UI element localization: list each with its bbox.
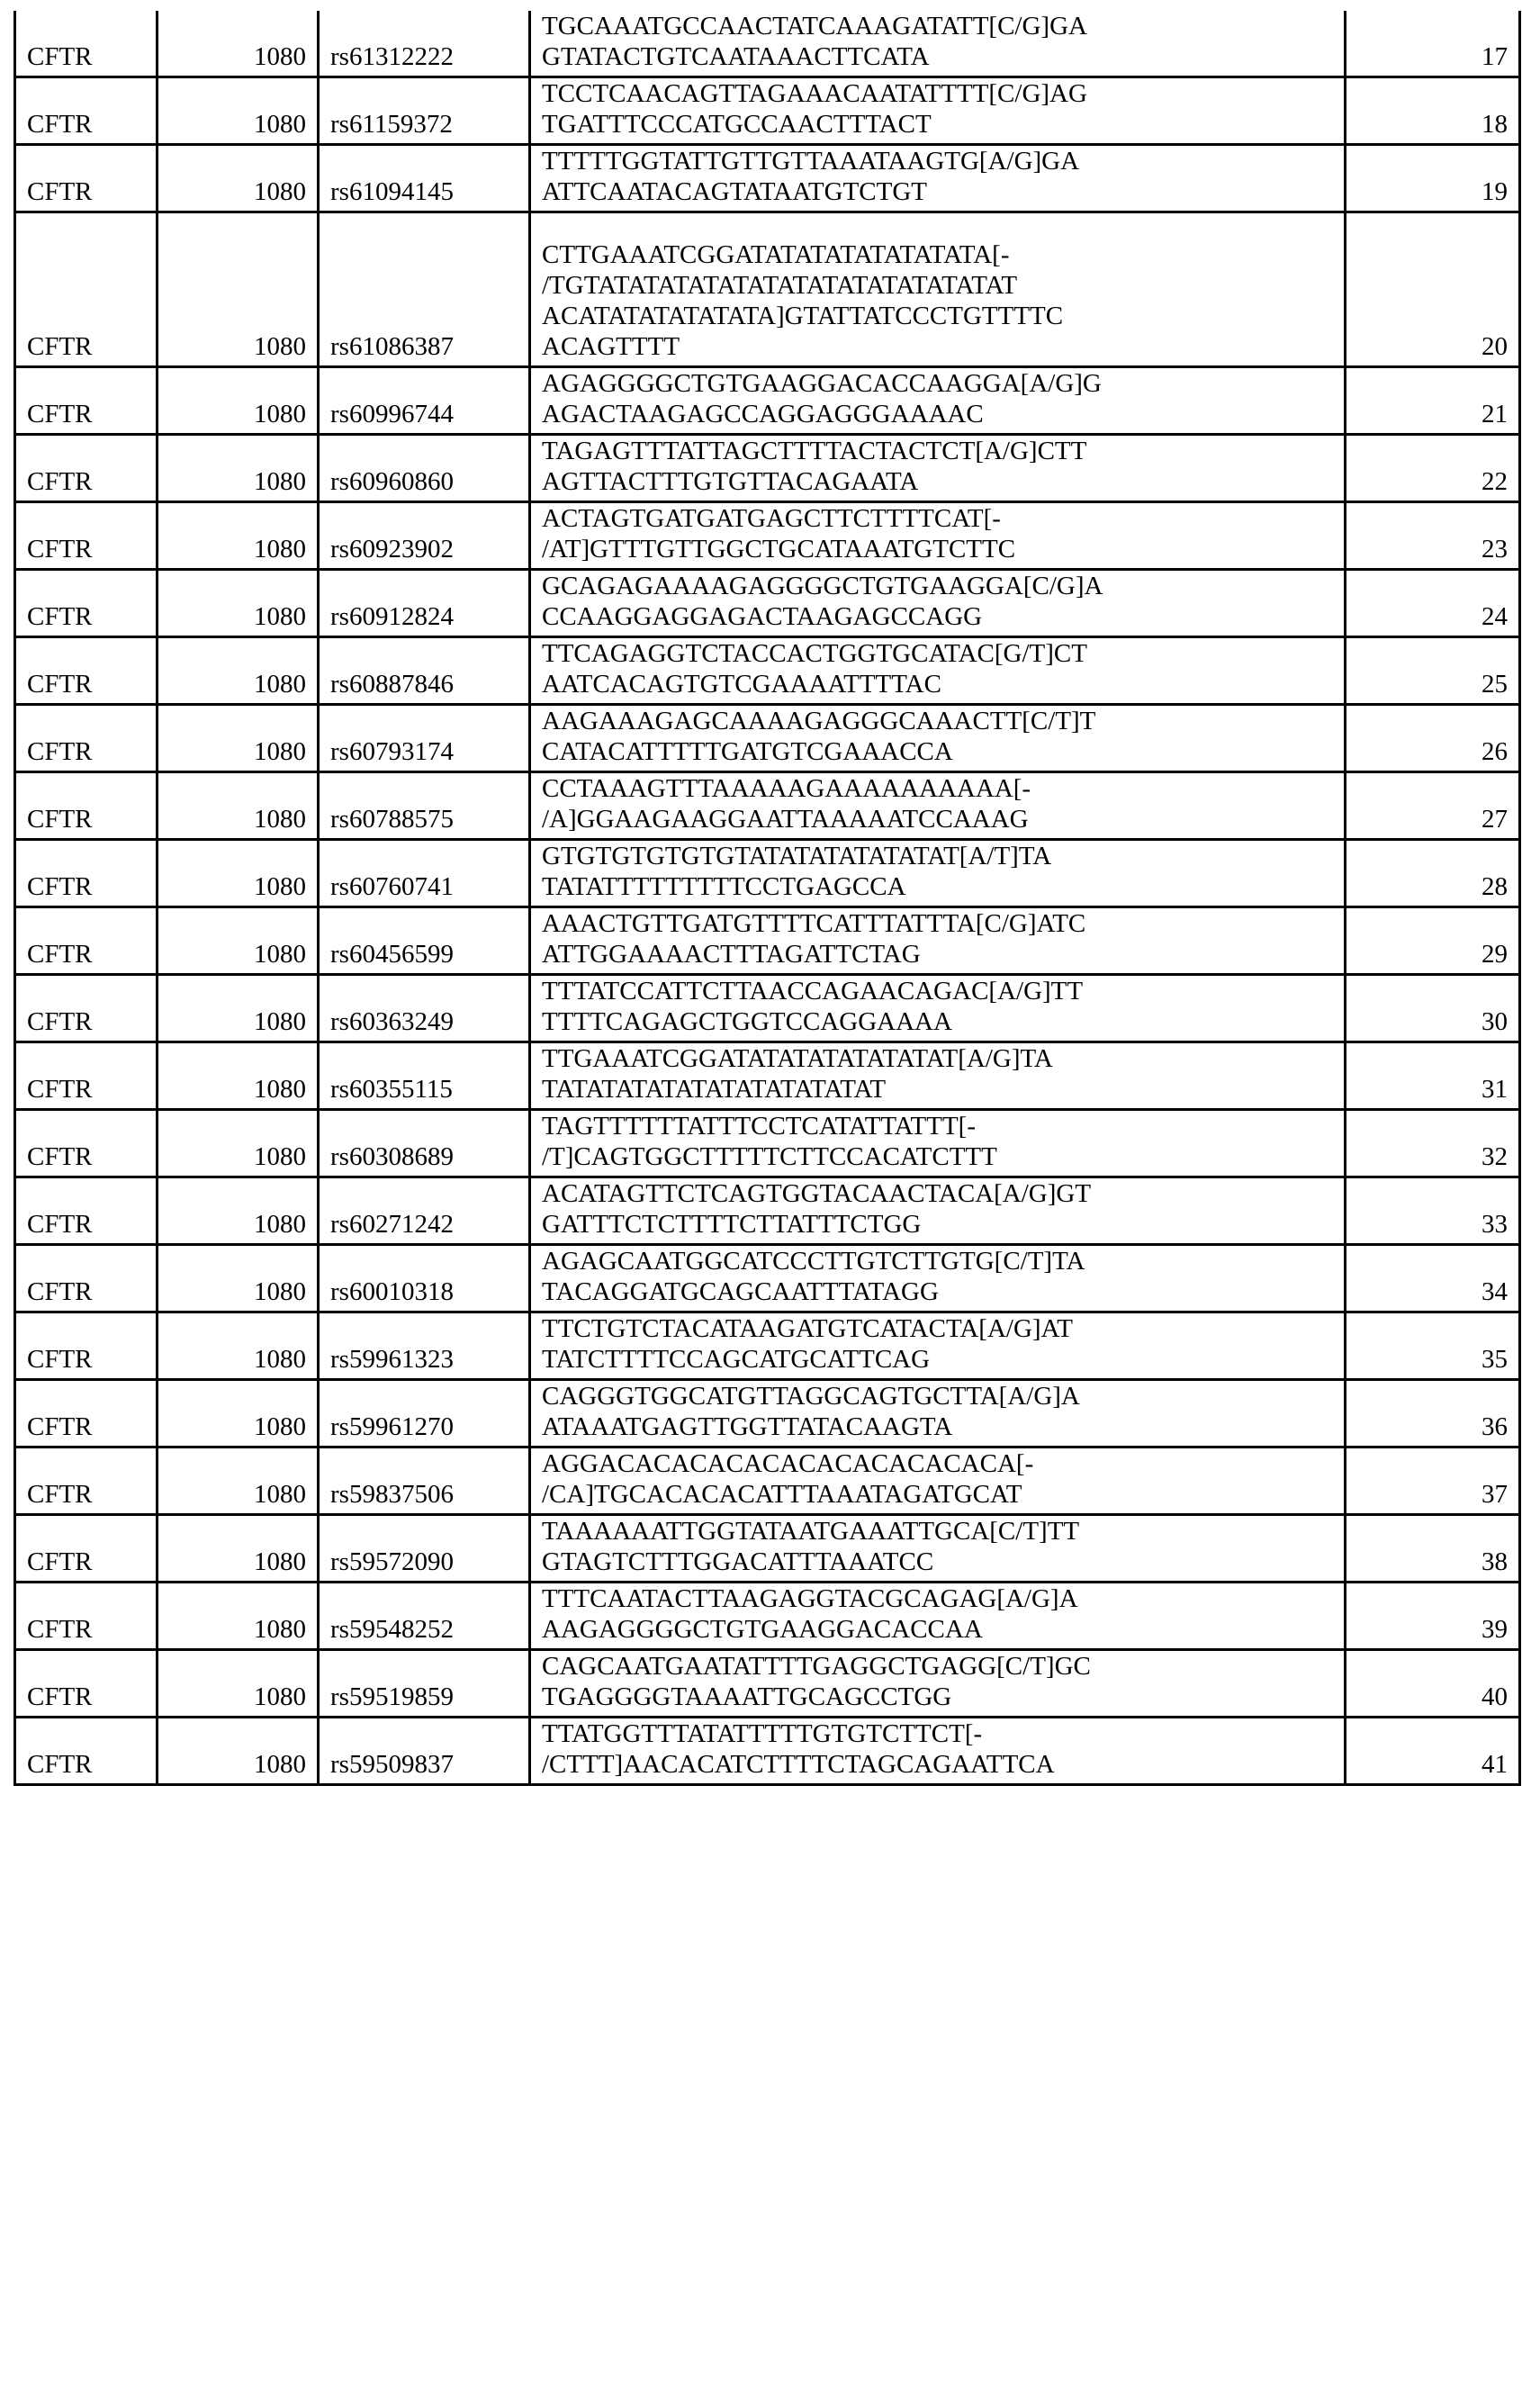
sequence-cell xyxy=(530,705,1346,772)
rs-id-cell: rs60923902 xyxy=(319,502,530,570)
sequence-line: TATATTTTTTTTTCCTGAGCCA xyxy=(542,872,906,901)
gene-cell: CFTR xyxy=(15,907,158,975)
gene-cell: CFTR xyxy=(15,637,158,705)
sequence-line: TGAGGGGTAAAATTGCAGCCTGG xyxy=(542,1682,952,1711)
table-row xyxy=(15,1042,1520,1110)
sequence-cell xyxy=(530,637,1346,705)
sequence-cell xyxy=(530,367,1346,435)
sequence-line: TAGTTTTTTATTTCCTCATATTATTT[- xyxy=(542,1112,976,1141)
seq-id-cell: 17 xyxy=(1346,11,1520,77)
sequence-cell xyxy=(530,1312,1346,1380)
sequence-line: CCTAAAGTTTAAAAAGAAAAAAAAAA[- xyxy=(542,774,1031,803)
seq-id-cell: 31 xyxy=(1346,1042,1520,1110)
sequence-line: /A]GGAAGAAGGAATTAAAAATCCAAAG xyxy=(542,805,1029,834)
number-cell: 1080 xyxy=(158,1042,319,1110)
sequence-line: CATACATTTTTGATGTCGAAACCA xyxy=(542,737,953,766)
sequence-cell xyxy=(530,840,1346,907)
gene-cell: CFTR xyxy=(15,840,158,907)
table-row xyxy=(15,1177,1520,1245)
sequence-line: CCAAGGAGGAGACTAAGAGCCAGG xyxy=(542,602,983,631)
number-cell: 1080 xyxy=(158,772,319,840)
sequence-line: ATTGGAAAACTTTAGATTCTAG xyxy=(542,940,921,969)
gene-cell: CFTR xyxy=(15,1583,158,1650)
rs-id-cell: rs60996744 xyxy=(319,367,530,435)
number-cell: 1080 xyxy=(158,1718,319,1785)
sequence-cell xyxy=(530,77,1346,145)
gene-cell: CFTR xyxy=(15,1312,158,1380)
snp-sequence-table xyxy=(14,11,1521,1786)
rs-id-cell: rs60456599 xyxy=(319,907,530,975)
seq-id-cell: 29 xyxy=(1346,907,1520,975)
seq-id-cell: 22 xyxy=(1346,435,1520,502)
number-cell: 1080 xyxy=(158,1650,319,1718)
sequence-line: GTATACTGTCAATAAACTTCATA xyxy=(542,42,930,71)
sequence-line: /CTTT]AACACATCTTTTCTAGCAGAATTCA xyxy=(542,1750,1055,1779)
sequence-line: TTTCAATACTTAAGAGGTACGCAGAG[A/G]A xyxy=(542,1584,1078,1613)
sequence-cell xyxy=(530,435,1346,502)
sequence-cell xyxy=(530,502,1346,570)
sequence-line: AGACTAAGAGCCAGGAGGGAAAAC xyxy=(542,400,984,428)
sequence-line: /TGTATATATATATATATATATATATATATAT xyxy=(542,271,1018,300)
rs-id-cell: rs61312222 xyxy=(319,11,530,77)
sequence-line: TGCAAATGCCAACTATCAAAGATATT[C/G]GA xyxy=(542,12,1087,41)
sequence-line: AGAGGGGCTGTGAAGGACACCAAGGA[A/G]G xyxy=(542,369,1102,398)
gene-cell: CFTR xyxy=(15,705,158,772)
rs-id-cell: rs60271242 xyxy=(319,1177,530,1245)
sequence-line: ACAGTTTT xyxy=(542,332,680,361)
seq-id-cell: 18 xyxy=(1346,77,1520,145)
sequence-line: TACAGGATGCAGCAATTTATAGG xyxy=(542,1277,939,1306)
seq-id-cell: 39 xyxy=(1346,1583,1520,1650)
sequence-line: TTGAAATCGGATATATATATATATAT[A/G]TA xyxy=(542,1044,1053,1073)
number-cell: 1080 xyxy=(158,907,319,975)
number-cell: 1080 xyxy=(158,1245,319,1312)
rs-id-cell: rs60355115 xyxy=(319,1042,530,1110)
table-row xyxy=(15,1245,1520,1312)
seq-id-cell: 38 xyxy=(1346,1515,1520,1583)
number-cell: 1080 xyxy=(158,1177,319,1245)
rs-id-cell: rs60308689 xyxy=(319,1110,530,1177)
sequence-line: TTATGGTTTATATTTTTGTGTCTTCT[- xyxy=(542,1719,983,1748)
rs-id-cell: rs59961270 xyxy=(319,1380,530,1448)
table-row xyxy=(15,1110,1520,1177)
sequence-line: GTGTGTGTGTGTATATATATATATAT[A/T]TA xyxy=(542,842,1052,870)
gene-cell: CFTR xyxy=(15,1110,158,1177)
seq-id-cell: 30 xyxy=(1346,975,1520,1042)
table-row xyxy=(15,637,1520,705)
number-cell: 1080 xyxy=(158,705,319,772)
sequence-line: TGATTTCCCATGCCAACTTTACT xyxy=(542,110,932,139)
seq-id-cell: 36 xyxy=(1346,1380,1520,1448)
table-row xyxy=(15,1583,1520,1650)
rs-id-cell: rs59548252 xyxy=(319,1583,530,1650)
sequence-line: /AT]GTTTGTTGGCTGCATAAATGTCTTC xyxy=(542,535,1016,564)
sequence-line: AGTTACTTTGTGTTACAGAATA xyxy=(542,467,919,496)
seq-id-cell: 19 xyxy=(1346,145,1520,212)
sequence-line: CTTGAAATCGGATATATATATATATATA[- xyxy=(542,240,1010,269)
gene-cell: CFTR xyxy=(15,1515,158,1583)
table-row xyxy=(15,1448,1520,1515)
number-cell: 1080 xyxy=(158,11,319,77)
number-cell: 1080 xyxy=(158,1110,319,1177)
sequence-cell xyxy=(530,145,1346,212)
table-row xyxy=(15,1312,1520,1380)
seq-id-cell: 27 xyxy=(1346,772,1520,840)
seq-id-cell: 41 xyxy=(1346,1718,1520,1785)
table-row xyxy=(15,367,1520,435)
sequence-cell xyxy=(530,212,1346,367)
sequence-line: AAGAAAGAGCAAAAGAGGGCAAACTT[C/T]T xyxy=(542,707,1096,735)
table-row xyxy=(15,975,1520,1042)
seq-id-cell: 20 xyxy=(1346,212,1520,367)
table-row xyxy=(15,840,1520,907)
sequence-cell xyxy=(530,907,1346,975)
number-cell: 1080 xyxy=(158,502,319,570)
table-body xyxy=(15,11,1520,1785)
rs-id-cell: rs59509837 xyxy=(319,1718,530,1785)
sequence-line: TTCAGAGGTCTACCACTGGTGCATAC[G/T]CT xyxy=(542,639,1087,668)
sequence-cell xyxy=(530,1650,1346,1718)
rs-id-cell: rs61094145 xyxy=(319,145,530,212)
sequence-line: TTTTTGGTATTGTTGTTAAATAAGTG[A/G]GA xyxy=(542,147,1080,176)
table-row xyxy=(15,1650,1520,1718)
sequence-line: TATCTTTTCCAGCATGCATTCAG xyxy=(542,1345,931,1374)
gene-cell: CFTR xyxy=(15,1245,158,1312)
gene-cell: CFTR xyxy=(15,77,158,145)
sequence-line: /CA]TGCACACACATTTAAATAGATGCAT xyxy=(542,1480,1022,1509)
table-row xyxy=(15,145,1520,212)
number-cell: 1080 xyxy=(158,570,319,637)
seq-id-cell: 32 xyxy=(1346,1110,1520,1177)
table-row xyxy=(15,772,1520,840)
gene-cell: CFTR xyxy=(15,502,158,570)
number-cell: 1080 xyxy=(158,145,319,212)
sequence-cell xyxy=(530,1583,1346,1650)
table-row xyxy=(15,11,1520,77)
table-row xyxy=(15,570,1520,637)
sequence-line: TAGAGTTTATTAGCTTTTACTACTCT[A/G]CTT xyxy=(542,437,1087,465)
sequence-line: TTTATCCATTCTTAACCAGAACAGAC[A/G]TT xyxy=(542,977,1084,1006)
sequence-line: AAACTGTTGATGTTTTCATTTATTTA[C/G]ATC xyxy=(542,909,1086,938)
gene-cell: CFTR xyxy=(15,1042,158,1110)
gene-cell: CFTR xyxy=(15,975,158,1042)
table-row xyxy=(15,907,1520,975)
sequence-cell xyxy=(530,772,1346,840)
sequence-line: TTTTCAGAGCTGGTCCAGGAAAA xyxy=(542,1007,952,1036)
number-cell: 1080 xyxy=(158,975,319,1042)
rs-id-cell: rs60760741 xyxy=(319,840,530,907)
gene-cell: CFTR xyxy=(15,1448,158,1515)
number-cell: 1080 xyxy=(158,435,319,502)
sequence-line: TAAAAAATTGGTATAATGAAATTGCA[C/T]TT xyxy=(542,1517,1080,1546)
seq-id-cell: 26 xyxy=(1346,705,1520,772)
number-cell: 1080 xyxy=(158,367,319,435)
table-row xyxy=(15,435,1520,502)
gene-cell: CFTR xyxy=(15,435,158,502)
sequence-line: AATCACAGTGTCGAAAATTTTAC xyxy=(542,670,941,699)
sequence-line: ACATATATATATATA]GTATTATCCCTGTTTTC xyxy=(542,302,1064,330)
seq-id-cell: 40 xyxy=(1346,1650,1520,1718)
sequence-line: AGAGCAATGGCATCCCTTGTCTTGTG[C/T]TA xyxy=(542,1247,1085,1276)
table-row xyxy=(15,705,1520,772)
sequence-line: CAGGGTGGCATGTTAGGCAGTGCTTA[A/G]A xyxy=(542,1382,1080,1411)
number-cell: 1080 xyxy=(158,77,319,145)
rs-id-cell: rs60363249 xyxy=(319,975,530,1042)
gene-cell: CFTR xyxy=(15,145,158,212)
gene-cell: CFTR xyxy=(15,11,158,77)
gene-cell: CFTR xyxy=(15,1380,158,1448)
rs-id-cell: rs60793174 xyxy=(319,705,530,772)
gene-cell: CFTR xyxy=(15,367,158,435)
sequence-cell xyxy=(530,1245,1346,1312)
sequence-line: /T]CAGTGGCTTTTTCTTCCACATCTTT xyxy=(542,1142,997,1171)
sequence-cell xyxy=(530,1177,1346,1245)
sequence-line: AAGAGGGGCTGTGAAGGACACCAA xyxy=(542,1615,983,1644)
seq-id-cell: 35 xyxy=(1346,1312,1520,1380)
sequence-cell xyxy=(530,1515,1346,1583)
sequence-line: TTCTGTCTACATAAGATGTCATACTA[A/G]AT xyxy=(542,1314,1073,1343)
sequence-line: CAGCAATGAATATTTTGAGGCTGAGG[C/T]GC xyxy=(542,1652,1091,1681)
sequence-line: GATTTCTCTTTTCTTATTTCTGG xyxy=(542,1210,922,1239)
gene-cell: CFTR xyxy=(15,1718,158,1785)
table-row xyxy=(15,77,1520,145)
seq-id-cell: 24 xyxy=(1346,570,1520,637)
seq-id-cell: 28 xyxy=(1346,840,1520,907)
table-row xyxy=(15,212,1520,367)
rs-id-cell: rs61086387 xyxy=(319,212,530,367)
gene-cell: CFTR xyxy=(15,570,158,637)
sequence-cell xyxy=(530,1042,1346,1110)
sequence-line: ACTAGTGATGATGAGCTTCTTTTCAT[- xyxy=(542,504,1001,533)
seq-id-cell: 25 xyxy=(1346,637,1520,705)
rs-id-cell: rs59519859 xyxy=(319,1650,530,1718)
rs-id-cell: rs61159372 xyxy=(319,77,530,145)
rs-id-cell: rs59837506 xyxy=(319,1448,530,1515)
gene-cell: CFTR xyxy=(15,1177,158,1245)
rs-id-cell: rs59572090 xyxy=(319,1515,530,1583)
sequence-cell xyxy=(530,1718,1346,1785)
sequence-line: TCCTCAACAGTTAGAAACAATATTTT[C/G]AG xyxy=(542,79,1087,108)
sequence-line: ATTCAATACAGTATAATGTCTGT xyxy=(542,177,928,206)
sequence-line: GTAGTCTTTGGACATTTAAATCC xyxy=(542,1547,934,1576)
seq-id-cell: 34 xyxy=(1346,1245,1520,1312)
number-cell: 1080 xyxy=(158,1583,319,1650)
number-cell: 1080 xyxy=(158,1448,319,1515)
number-cell: 1080 xyxy=(158,840,319,907)
rs-id-cell: rs60788575 xyxy=(319,772,530,840)
seq-id-cell: 33 xyxy=(1346,1177,1520,1245)
sequence-cell xyxy=(530,1448,1346,1515)
sequence-cell xyxy=(530,570,1346,637)
rs-id-cell: rs60010318 xyxy=(319,1245,530,1312)
number-cell: 1080 xyxy=(158,1515,319,1583)
gene-cell: CFTR xyxy=(15,772,158,840)
number-cell: 1080 xyxy=(158,1312,319,1380)
table-row xyxy=(15,1380,1520,1448)
number-cell: 1080 xyxy=(158,1380,319,1448)
seq-id-cell: 23 xyxy=(1346,502,1520,570)
number-cell: 1080 xyxy=(158,637,319,705)
sequence-line: ACATAGTTCTCAGTGGTACAACTACA[A/G]GT xyxy=(542,1179,1092,1208)
sequence-line: TATATATATATATATATATATAT xyxy=(542,1075,887,1104)
table-row xyxy=(15,1515,1520,1583)
sequence-cell xyxy=(530,11,1346,77)
sequence-line: ATAAATGAGTTGGTTATACAAGTA xyxy=(542,1412,953,1441)
sequence-line: AGGACACACACACACACACACACACA[- xyxy=(542,1449,1034,1478)
table-row xyxy=(15,1718,1520,1785)
gene-cell: CFTR xyxy=(15,1650,158,1718)
table-row xyxy=(15,502,1520,570)
rs-id-cell: rs59961323 xyxy=(319,1312,530,1380)
sequence-cell xyxy=(530,1110,1346,1177)
seq-id-cell: 21 xyxy=(1346,367,1520,435)
sequence-cell xyxy=(530,975,1346,1042)
sequence-line: GCAGAGAAAAGAGGGGCTGTGAAGGA[C/G]A xyxy=(542,572,1103,600)
rs-id-cell: rs60912824 xyxy=(319,570,530,637)
number-cell: 1080 xyxy=(158,212,319,367)
seq-id-cell: 37 xyxy=(1346,1448,1520,1515)
rs-id-cell: rs60960860 xyxy=(319,435,530,502)
sequence-cell xyxy=(530,1380,1346,1448)
rs-id-cell: rs60887846 xyxy=(319,637,530,705)
gene-cell: CFTR xyxy=(15,212,158,367)
